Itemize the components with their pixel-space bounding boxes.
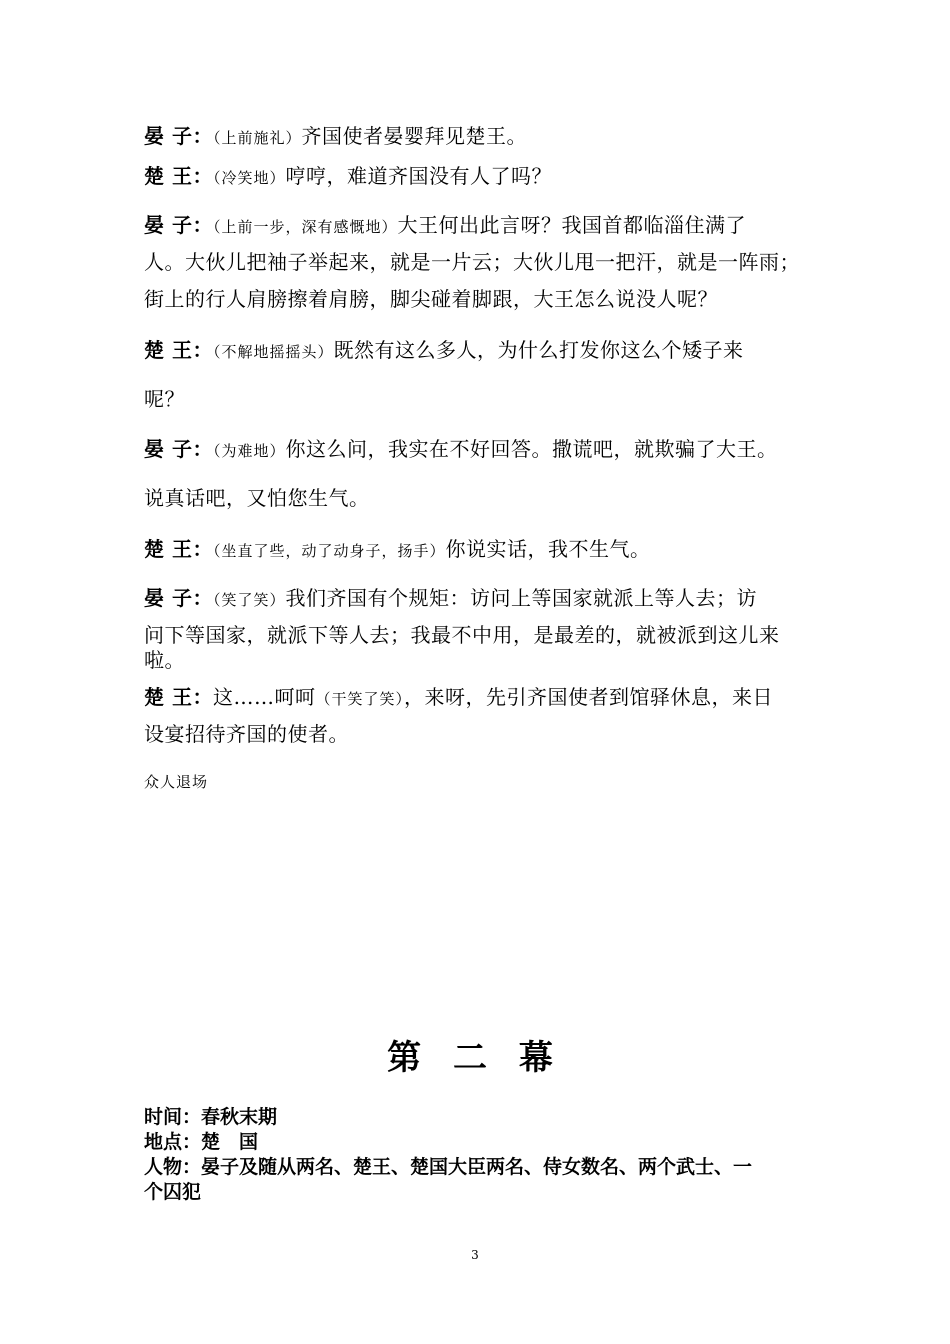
speaker-label: 晏 子： bbox=[144, 437, 213, 461]
speaker-label: 晏 子： bbox=[144, 213, 213, 237]
dialogue-line bbox=[144, 212, 746, 240]
dialogue-continuation bbox=[144, 622, 780, 648]
act-place: 地点：楚 国 bbox=[144, 1131, 259, 1153]
dialogue-text: 我们齐国有个规矩：访问上等国家就派上等人去；访 bbox=[285, 586, 757, 610]
stage-direction: （上前施礼） bbox=[212, 129, 302, 147]
dialogue-text: 你这么问，我实在不好回答。撒谎吧，就欺骗了大王。 bbox=[285, 437, 778, 461]
stage-direction: （上前一步，深有感慨地） bbox=[212, 218, 398, 236]
stage-direction: （坐直了些，动了动身子，扬手） bbox=[212, 542, 446, 560]
speaker-label: 楚 王： bbox=[144, 164, 213, 188]
dialogue-text: 设宴招待齐国的使者。 bbox=[144, 722, 349, 746]
dialogue-text: 这……呵呵 bbox=[212, 685, 316, 709]
dialogue-text: 大王何出此言呀？我国首都临淄住满了 bbox=[397, 213, 746, 237]
dialogue-text: 街上的行人肩膀擦着肩膀，脚尖碰着脚跟，大王怎么说没人呢？ bbox=[144, 287, 718, 311]
stage-direction: （不解地摇摇头） bbox=[212, 343, 334, 361]
dialogue-line bbox=[144, 163, 552, 191]
act-characters: 人物：晏子及随从两名、楚王、楚国大臣两名、侍女数名、两个武士、一 bbox=[144, 1156, 753, 1178]
dialogue-text: 呢？ bbox=[144, 387, 185, 411]
dialogue-text: 既然有这么多人，为什么打发你这么个矮子来 bbox=[333, 338, 744, 362]
dialogue-text: 哼哼，难道齐国没有人了吗？ bbox=[285, 164, 552, 188]
dialogue-line bbox=[144, 123, 527, 151]
dialogue-continuation bbox=[144, 721, 349, 747]
dialogue-text: 说真话吧，又怕您生气。 bbox=[144, 486, 370, 510]
dialogue-continuation bbox=[144, 485, 370, 511]
act-characters-continuation: 个囚犯 bbox=[144, 1181, 202, 1203]
dialogue-text: 啦。 bbox=[144, 648, 185, 672]
dialogue-line bbox=[144, 436, 777, 464]
dialogue-text: 你说实话，我不生气。 bbox=[445, 537, 651, 561]
page-number: 3 bbox=[471, 1248, 479, 1262]
speaker-label: 楚 王： bbox=[144, 338, 213, 362]
stage-direction: （为难地） bbox=[212, 442, 286, 460]
speaker-label: 楚 王： bbox=[144, 685, 213, 709]
dialogue-line bbox=[144, 536, 650, 564]
dialogue-continuation bbox=[144, 647, 185, 673]
stage-direction: （冷笑地） bbox=[212, 169, 286, 187]
dialogue-line bbox=[144, 684, 773, 712]
act-title: 第 二 幕 bbox=[387, 1038, 563, 1078]
speaker-label: 晏 子： bbox=[144, 586, 213, 610]
dialogue-continuation bbox=[144, 386, 185, 412]
dialogue-text: 齐国使者晏婴拜见楚王。 bbox=[301, 124, 527, 148]
act-time: 时间：春秋末期 bbox=[144, 1106, 278, 1128]
dialogue-line bbox=[144, 337, 743, 365]
stage-direction: （干笑了笑） bbox=[315, 690, 404, 708]
dialogue-line bbox=[144, 585, 757, 613]
stage-direction: （笑了笑） bbox=[212, 591, 286, 609]
exit-stage-note: 众人退场 bbox=[144, 773, 209, 791]
dialogue-continuation bbox=[144, 249, 800, 275]
speaker-label: 晏 子： bbox=[144, 124, 213, 148]
dialogue-text: 人。大伙儿把袖子举起来，就是一片云；大伙儿甩一把汗，就是一阵雨； bbox=[144, 250, 800, 274]
speaker-label: 楚 王： bbox=[144, 537, 213, 561]
dialogue-text: ，来呀，先引齐国使者到馆驿休息，来日 bbox=[403, 685, 773, 709]
dialogue-continuation bbox=[144, 286, 718, 312]
dialogue-text: 问下等国家，就派下等人去；我最不中用，是最差的，就被派到这儿来 bbox=[144, 623, 780, 647]
